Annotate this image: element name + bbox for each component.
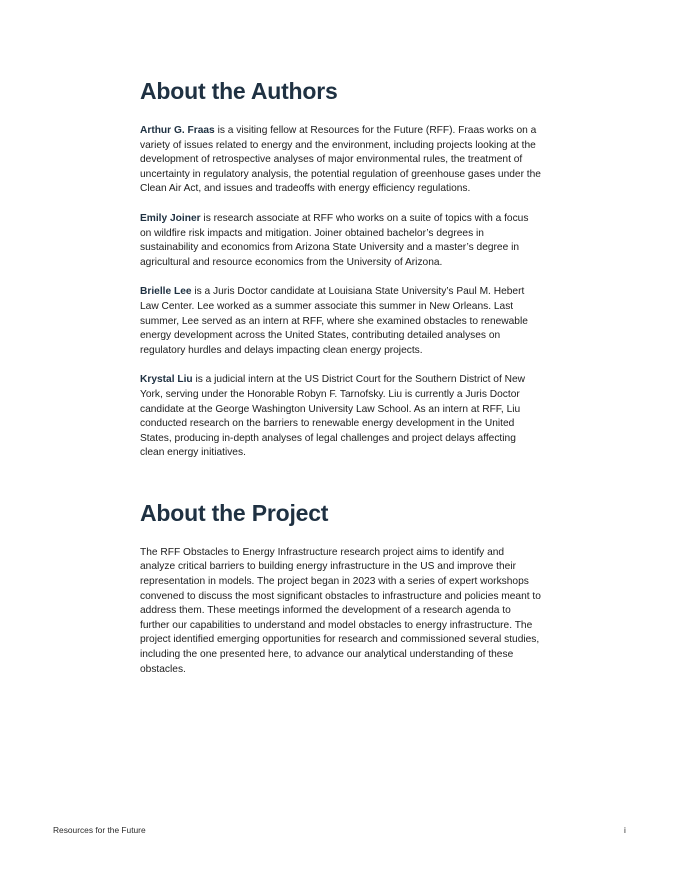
project-description: The RFF Obstacles to Energy Infrastructure research project aims to identify and analyze critical barriers to building energy infrastructure in the US and improve their representation in models. The project began in 2023 with a series of expert workshops convened to discuss the most significant obstacles to infrastructure and policies meant to address them. These meetings informed the development of a research agenda to further our capabilities to understand and model obstacles to energy infrastructure. The project identified emerging opportunities for research and commissioned several studies, including the one presented here, to advance our analytical understanding of these obstacles. <box>140 546 541 675</box>
author-bio-fraas <box>140 124 542 197</box>
author-name: Emily Joiner <box>140 212 201 224</box>
footer-organization: Resources for the Future <box>53 825 146 835</box>
author-bio-text: is a judicial intern at the US District Court for the Southern District of New York, serving under the Honorable Robyn F. Tarnofsky. Liu is currently a Juris Doctor candidate at the George Washington University Law School. As an intern at RFF, Liu conducted research on the barriers to renewable energy development in the United States, producing in-depth analyses of legal challenges and project delays affecting clean energy initiatives. <box>140 374 526 459</box>
author-name: Krystal Liu <box>140 374 193 386</box>
footer-page-number: i <box>624 825 626 835</box>
author-bio-text: is a Juris Doctor candidate at Louisiana State University’s Paul M. Hebert Law Center. Lee worked as a summer associate this summer in New Orleans. Last summer, Lee served as an intern at RFF, where she examined obstacles to renewable energy development across the United States, contributing detailed analyses on regulatory hurdles and delays impacting clean energy projects. <box>140 286 528 356</box>
page-content <box>140 76 542 692</box>
project-heading: About the Project <box>140 499 329 526</box>
authors-heading: About the Authors <box>140 78 338 104</box>
author-name: Arthur G. Fraas <box>140 125 215 136</box>
author-bio-joiner <box>140 212 542 270</box>
author-name: Brielle Lee <box>140 286 192 298</box>
author-bio-lee <box>140 285 542 358</box>
author-bio-text: is research associate at RFF who works on a suite of topics with a focus on wildfire risk impacts and mitigation. Joiner obtained bachelor’s degrees in sustainability and economics from Arizona State University and a master’s degree in agricultural and resource economics from the University of Arizona. <box>140 212 529 268</box>
author-bio-text: is a visiting fellow at Resources for the Future (RFF). Fraas works on a variety of issues related to energy and the environment, including projects looking at the development of retrospective analyses of major environmental rules, the treatment of uncertainty in regulatory analysis, the potential regulation of greenhouse gases under the Clean Air Act, and issues and tradeoffs with energy efficiency regulations. <box>140 125 541 195</box>
author-bio-liu <box>140 373 542 461</box>
